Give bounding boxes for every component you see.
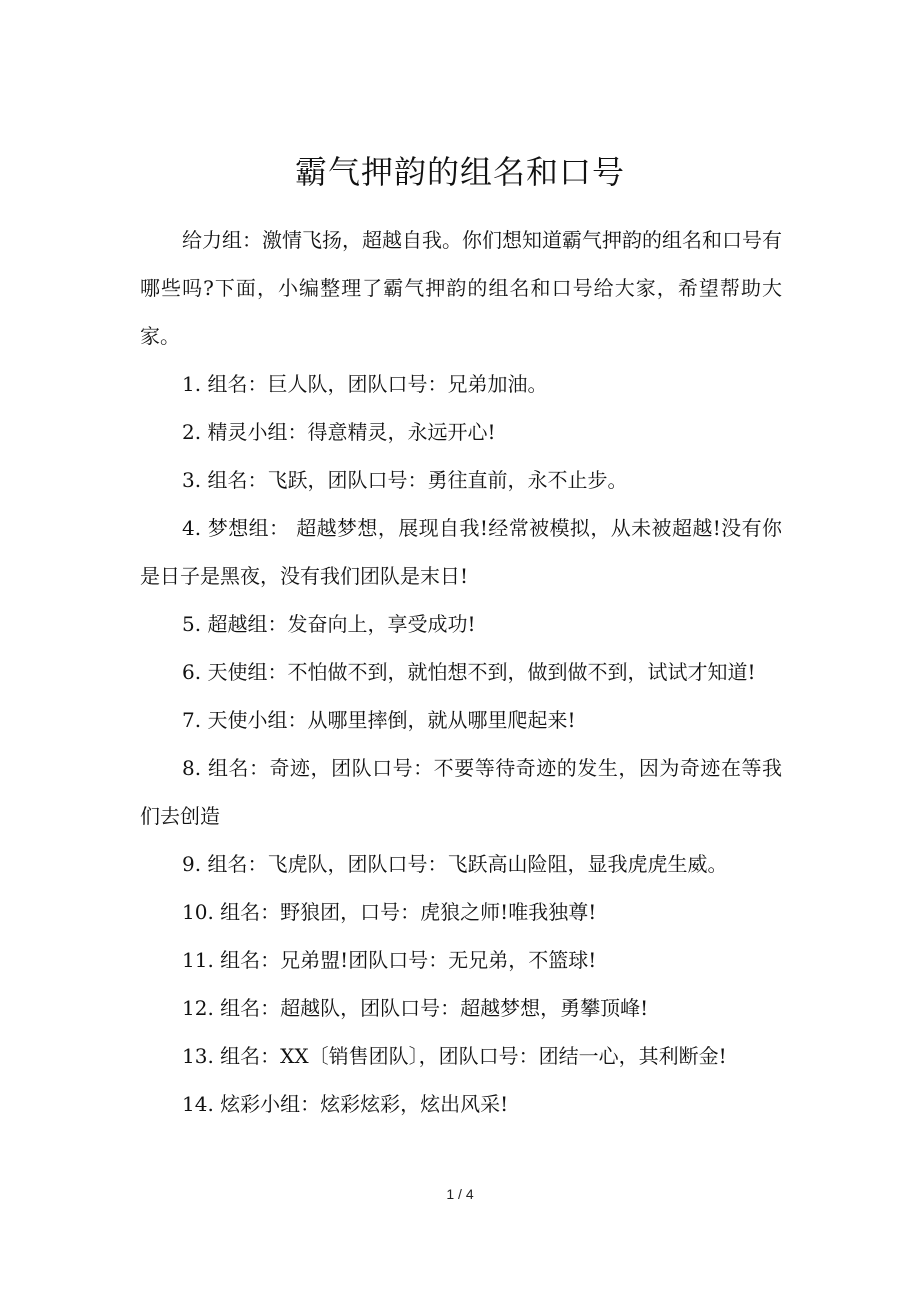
page-number: 1 / 4	[446, 1186, 474, 1202]
list-item: 1. 组名：巨人队，团队口号：兄弟加油。	[182, 372, 548, 396]
list-item: 3. 组名：飞跃，团队口号：勇往直前，永不止步。	[182, 468, 628, 492]
page-title: 霸气押韵的组名和口号	[294, 153, 625, 191]
document-body	[140, 216, 782, 1128]
list-item: 14. 炫彩小组：炫彩炫彩，炫出风采!	[182, 1092, 509, 1116]
list-item: 8. 组名：奇迹，团队口号：不要等待奇迹的发生，因为奇迹在等我们去创造	[140, 756, 782, 828]
list-item: 10. 组名：野狼团，口号：虎狼之师!唯我独尊!	[182, 900, 597, 924]
list-item: 6. 天使组：不怕做不到，就怕想不到，做到做不到，试试才知道!	[182, 660, 756, 684]
list-item: 12. 组名：超越队，团队口号：超越梦想，勇攀顶峰!	[182, 996, 649, 1020]
list-item: 7. 天使小组：从哪里摔倒，就从哪里爬起来!	[182, 708, 576, 732]
list-item: 2. 精灵小组：得意精灵，永远开心!	[182, 420, 496, 444]
intro-paragraph: 给力组：激情飞扬，超越自我。你们想知道霸气押韵的组名和口号有哪些吗?下面，小编整理了霸气押韵的组名和口号给大家，希望帮助大家。	[140, 228, 782, 348]
list-item: 11. 组名：兄弟盟!团队口号：无兄弟，不篮球!	[182, 948, 597, 972]
list-item: 9. 组名：飞虎队，团队口号：飞跃高山险阻，显我虎虎生威。	[182, 852, 728, 876]
list-item: 4. 梦想组： 超越梦想，展现自我!经常被模拟，从未被超越!没有你是日子是黑夜，没有我们团队是末日!	[140, 516, 782, 588]
list-item: 13. 组名：XX〔销售团队〕，团队口号：团结一心，其利断金!	[182, 1044, 727, 1068]
list-item: 5. 超越组：发奋向上，享受成功!	[182, 612, 476, 636]
